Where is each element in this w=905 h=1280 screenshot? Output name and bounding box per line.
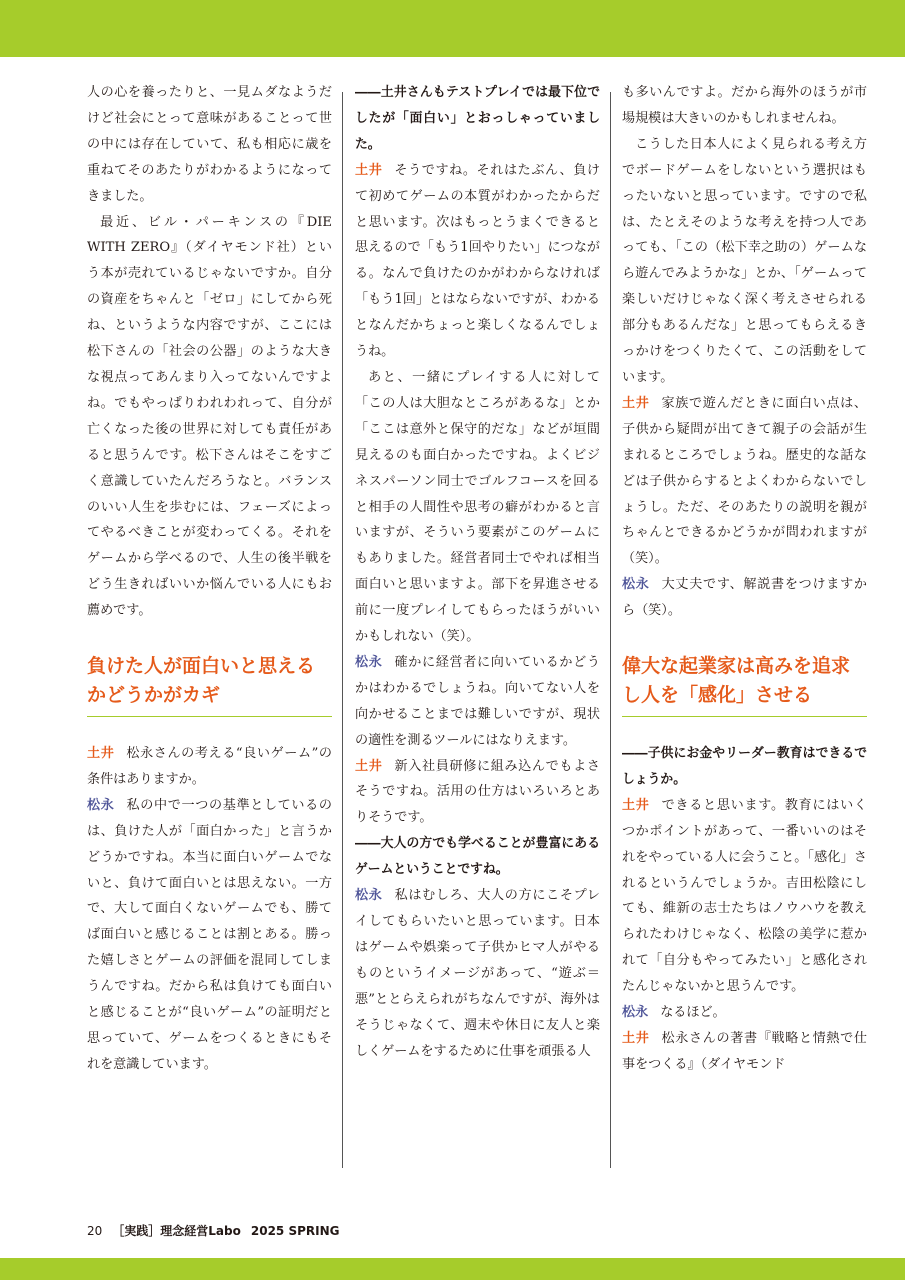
dialogue-line: [622, 793, 867, 1000]
dialogue-line: [355, 883, 600, 1064]
dialogue-text: できると思います。教育にはいくつかポイントがあって、一番いいのはそれをやっている人に会うこと。「感化」されるというんでしょうか。吉田松陰にしても、維新の志士たちはノウハウを教えられたわけじゃなく、松陰の美学に惹かれて「自分もやってみたい」と感化されたんじゃないかと思うんです。: [622, 797, 867, 995]
speaker-label: 土井: [355, 758, 383, 774]
interviewer-question: ――子供にお金やリーダー教育はできるでしょうか。: [622, 746, 867, 787]
section-heading: 負けた人が面白いと思えるかどうかがカギ: [87, 652, 332, 717]
header-accent-bar: [0, 0, 905, 57]
speaker-label: 土井: [622, 395, 650, 411]
magazine-title: ［実践］理念経営Labo: [112, 1224, 241, 1238]
page-number: 20: [87, 1224, 103, 1238]
column-divider: [342, 92, 343, 1168]
speaker-label: 土井: [87, 746, 115, 762]
speaker-label: 松永: [355, 888, 383, 904]
dialogue-line: [355, 158, 600, 365]
dialogue-text: 松永さんの著書『戦略と情熱で仕事をつくる』（ダイヤモンド: [622, 1031, 867, 1072]
section-heading: 偉大な起業家は高みを追求し人を「感化」させる: [622, 652, 867, 717]
dialogue-text: 家族で遊んだときに面白い点は、子供から疑問が出てきて親子の会話が生まれるところでしょうね。歴史的な話などは子供からするとよくわからないでしょうし。ただ、そのあたりの説明を親がちゃんとできるかどうかが問われますが（笑）。: [622, 395, 867, 567]
dialogue-line: [622, 391, 867, 572]
dialogue-text: 私の中で一つの基準としているのは、負けた人が「面白かった」と言うかどうかですね。本当に面白いゲームでないと、負けて面白いとは思えない。一方で、大して面白くないゲームでも、勝てば面白いと感じることは割とある。勝った嬉しさとゲームの評価を混同してしまうんですね。だから私は負けても面白いと感じることが“良いゲーム”の証明だと思っていて、ゲームをつくるときにもそれを意識しています。: [87, 797, 332, 1072]
speaker-label: 土井: [622, 1031, 650, 1046]
speaker-label: 松永: [622, 1005, 649, 1021]
paragraph: こうした日本人によく見られる考え方でボードゲームをしないという選択はもったいないと思っています。ですので私は、たとえそのような考えを持つ人であっても、「この（松下幸之助の）ゲームなら遊んでみようかな」とか、「ゲームって楽しいだけじゃなく深く考えさせられる部分もあるんだな」と思ってもらえるきっかけをつくりたくて、この活動をしています。: [622, 136, 867, 385]
dialogue-line: [355, 754, 600, 832]
dialogue-line: [87, 741, 332, 793]
speaker-label: 土井: [622, 797, 650, 813]
dialogue-text: そうですね。それはたぶん、負けて初めてゲームの本質がわかったからだと思います。次はもっとうまくできると思えるので「もう1回やりたい」につながる。なんで負けたのかがわからなければ「もう1回」とはならないですが、わかるとなんだかちょっと楽しくなるんでしょうね。: [355, 162, 600, 360]
dialogue-line: [87, 793, 332, 1078]
paragraph: も多いんですよ。だから海外のほうが市場規模は大きいのかもしれませんね。: [622, 85, 867, 126]
speaker-label: 松永: [622, 577, 650, 593]
article-column-1: [87, 80, 332, 1180]
dialogue-text: 大丈夫です、解説書をつけますから（笑）。: [622, 577, 867, 619]
dialogue-line: [622, 1000, 867, 1026]
paragraph: 最近、ビル・パーキンスの『DIE WITH ZERO』（ダイヤモンド社）という本が売れているじゃないですか。自分の資産をちゃんと「ゼロ」にしてから死ね、というような内容ですが、ここには松下さんの「社会の公器」のような大きな視点ってあんまり入ってないんですよね。でもやっぱりわれわれって、自分が亡くなった後の世界に対しても責任があると思うんです。松下さんはそこをすごく意識していたんだろうなと。バランスのいい人生を歩むには、フェーズによってやるべきことが変わってくる。それをゲームから学べるので、人生の後半戦をどう生きればいいか悩んでいる人にもお薦めです。: [87, 214, 332, 619]
dialogue-text: 確かに経営者に向いているかどうかはわかるでしょうね。向いてない人を向かせることまでは難しいですが、現状の適性を測るツールにはなりえます。: [355, 654, 600, 748]
page-footer: [87, 1222, 340, 1239]
dialogue-line: [622, 1026, 867, 1078]
dialogue-line: [622, 572, 867, 624]
paragraph: あと、一緒にプレイする人に対して「この人は大胆なところがあるな」とか「ここは意外と保守的だな」などが垣間見えるのも面白かったですね。よくビジネスパーソン同士でゴルフコースを回ると相手の人間性や思考の癖がわかると言いますが、そういう要素がこのゲームにもありました。経営者同士でやれば相当面白いと思いますよ。部下を昇進させる前に一度プレイしてもらったほうがいいかもしれない（笑）。: [355, 369, 600, 645]
column-divider: [610, 92, 611, 1168]
dialogue-text: 私はむしろ、大人の方にこそプレイしてもらいたいと思っています。日本はゲームや娯楽って子供かヒマ人がやるものというイメージがあって、“遊ぶ＝悪”ととらえられがちなんですが、海外はそうじゃなくて、週末や休日に友人と楽しくゲームをするために仕事を頑張る人: [355, 888, 600, 1059]
footer-accent-bar: [0, 1258, 905, 1280]
article-column-3: [622, 80, 867, 1180]
article-column-2: [355, 80, 600, 1180]
dialogue-text: 新入社員研修に組み込んでもよさそうですね。活用の仕方はいろいろとありそうです。: [355, 758, 600, 826]
dialogue-text: なるほど。: [660, 1005, 726, 1021]
paragraph: 人の心を養ったりと、一見ムダなようだけど社会にとって意味があることって世の中には存在していて、私も相応に歳を重ねてそのあたりがわかるようになってきました。: [87, 85, 332, 204]
dialogue-text: 松永さんの考える“良いゲーム”の条件はありますか。: [87, 746, 332, 787]
interviewer-question: ――土井さんもテストプレイでは最下位でしたが「面白い」とおっしゃっていました。: [355, 85, 600, 152]
speaker-label: 松永: [355, 654, 383, 670]
speaker-label: 松永: [87, 797, 115, 813]
issue-label: 2025 SPRING: [250, 1224, 340, 1238]
dialogue-line: [355, 650, 600, 754]
speaker-label: 土井: [355, 162, 383, 178]
interviewer-question: ――大人の方でも学べることが豊富にあるゲームということですね。: [355, 836, 600, 878]
